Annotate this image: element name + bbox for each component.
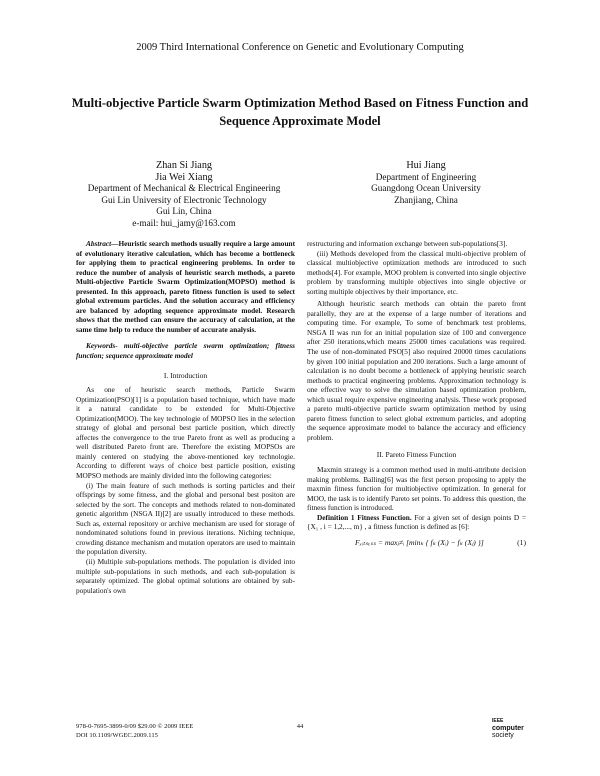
author-name: Jia Wei Xiang	[155, 171, 213, 183]
paragraph: Maxmin strategy is a common method used in multi-attribute decision making problems. Balling[6] was the first person proposing to apply the maxmin fitness function for multiobjective optimization. In general for MOO, the task is to identify Pareto set points. To address this question, the fitness function is introduced.	[307, 465, 526, 513]
logo-ieee: IEEE	[492, 718, 504, 724]
author-name: Hui Jiang	[406, 160, 446, 171]
author-name: Zhan Si Jiang	[155, 160, 213, 171]
abstract	[76, 239, 295, 334]
paper-title: Multi-objective Particle Swarm Optimization Method Based on Fitness Function and Sequence Approximate Model	[71, 96, 529, 128]
affiliation-line: Department of Mechanical & Electrical Engineering	[87, 183, 281, 194]
affiliation-line: Department of Engineering	[375, 171, 477, 182]
affiliation-line: Gui Lin, China	[156, 206, 212, 217]
paragraph: Although heuristic search methods can obtain the pareto front parallelly, they are at the expense of a large number of iterations and computing time. For example, To some of benchmark test problems, NSGA II was run for an initial population size of 100 and convergence after 250 iterations,which means 25000 times caculations was required. The use of non-dominated PSO[5] also required 20000 times caculations by given 100 initial population and 200 iterations. Such a large amount of calculation is no doubt become a bottleneck of applying heuristic search methods to practical engineering problems. Approximation technology is one effective way to solve the simulation based optimization problem, which usual require expensive engineering analysis. These work proposed a pareto multi-objective particle swarm optimization method by using pareto fitness function to select global extremum particles, and adopting the sequence approximate model to balance the accuracy and efficiency problem.	[307, 299, 526, 442]
abstract-text: —Heuristic search methods usually require a large amount of evolutionary iterative calculation, which has become a bottleneck for applying them to practical engineering problems. In order to reduce the number of analysis of heuristic search methods, a pareto Multi-objective Particle Swarm Optimization(MOPSO) method is presented. In this approach, pareto fitness function is used to select global extremum particles. And the solution accuracy and efficiency are balanced by adopting sequence approximate model. Research shows that the method can ensure the accuracy of calculation, at the same time help to reduce the number of accurate analysis.	[76, 239, 295, 334]
computer-society-logo	[492, 718, 532, 739]
abstract-label: Abstract	[86, 239, 112, 248]
paragraph: As one of heuristic search methods, Particle Swarm Optimization(PSO)[1] is a population based technique, which have made it a natural candidate to be extended for Multi-Objective Optimization(MOO). The key technologie of MOPSO lies in the selection strategy of global and personal best particle position, which directly affectes the convergence to the true Pareto front as well as producing a well distributed Pareto front are. Therefore the existing MOPSOs are mainly centered on studying the above-mentioned key technologie. According to different ways of choice best particle position, existing MOPSO methods are mainly divided into the following categories:	[76, 385, 295, 481]
author-block-left	[84, 160, 284, 230]
left-column	[76, 239, 295, 595]
logo-computer: computer	[492, 725, 524, 732]
right-column	[307, 239, 526, 547]
section-heading: I. Introduction	[163, 370, 208, 380]
paragraph: (i) The main feature of such methods is sorting particles and their offsprings by some fitness, and the global and personal best positon are selected by the sort. The concepts and methods related to non-dominated genetic algorithm (NSGA II)[2] are usually introduced to these methods. Such as, external repository or archive mechanism are used for storage of nondominated solutions found in previous iterations. Niching technique, crowding distance mechanism and mutation operators are used to maintain the population diversity.	[76, 480, 295, 557]
keywords	[76, 341, 295, 360]
definition-text: For a given set of design points D = {X₁ , i = 1,2,..., m} , a fitness function is defined as [6]:	[307, 512, 526, 532]
doi-line: DOI 10.1109/WGEC.2009.115	[76, 732, 158, 739]
affiliation-line: Guangdong Ocean University	[371, 183, 481, 194]
paragraph: restructuring and information exchange between sub-populations[3].	[307, 239, 508, 248]
definition	[307, 513, 526, 532]
affiliation-line: Gui Lin University of Electronic Technology	[101, 194, 267, 205]
affiliation-line: Zhanjiang, China	[394, 194, 458, 205]
equation-body: Fₓᵢₜₙₑₛₛ = maxⱼ≠ᵢ [minₖ { fₖ (Xᵢ) − fₖ (Xⱼ) }]	[355, 537, 484, 547]
author-email: e-mail: hui_jamy@163.com	[132, 217, 236, 228]
paragraph: (iii) Methods developed from the classical multi-objective problem of classical multiobjective optimization methods are introduced to such methods[4]. For example, MOO problem is converted into single objective problem by transforming multiple objectives into single objective or sorting multiple objectives by their importance, etc.	[307, 248, 526, 296]
keywords-text: multi-objective particle swarm optimization; fitness function; sequence approximate model	[76, 341, 295, 361]
author-block-right	[326, 160, 526, 206]
footer-copyright	[76, 722, 276, 740]
conference-header: 2009 Third International Conference on Genetic and Evolutionary Computing	[136, 42, 464, 53]
keywords-label: Keywords-	[86, 341, 118, 351]
equation-1	[307, 538, 526, 548]
section-heading: II. Pareto Fitness Function	[376, 450, 457, 460]
copyright-line: 978-0-7695-3899-0/09 $29.00 © 2009 IEEE	[76, 723, 194, 730]
definition-label: Definition 1 Fitness Function.	[317, 512, 412, 522]
logo-society: society	[492, 732, 514, 739]
paragraph: (ii) Multiple sub-populations methods. The population is divided into multiple sub-populations in such methods, and each sub-population is separately optimized. The global optimal solutions are obtained by sub-population's own	[76, 556, 295, 595]
equation-number: (1)	[517, 537, 526, 547]
page-number: 44	[296, 723, 304, 730]
